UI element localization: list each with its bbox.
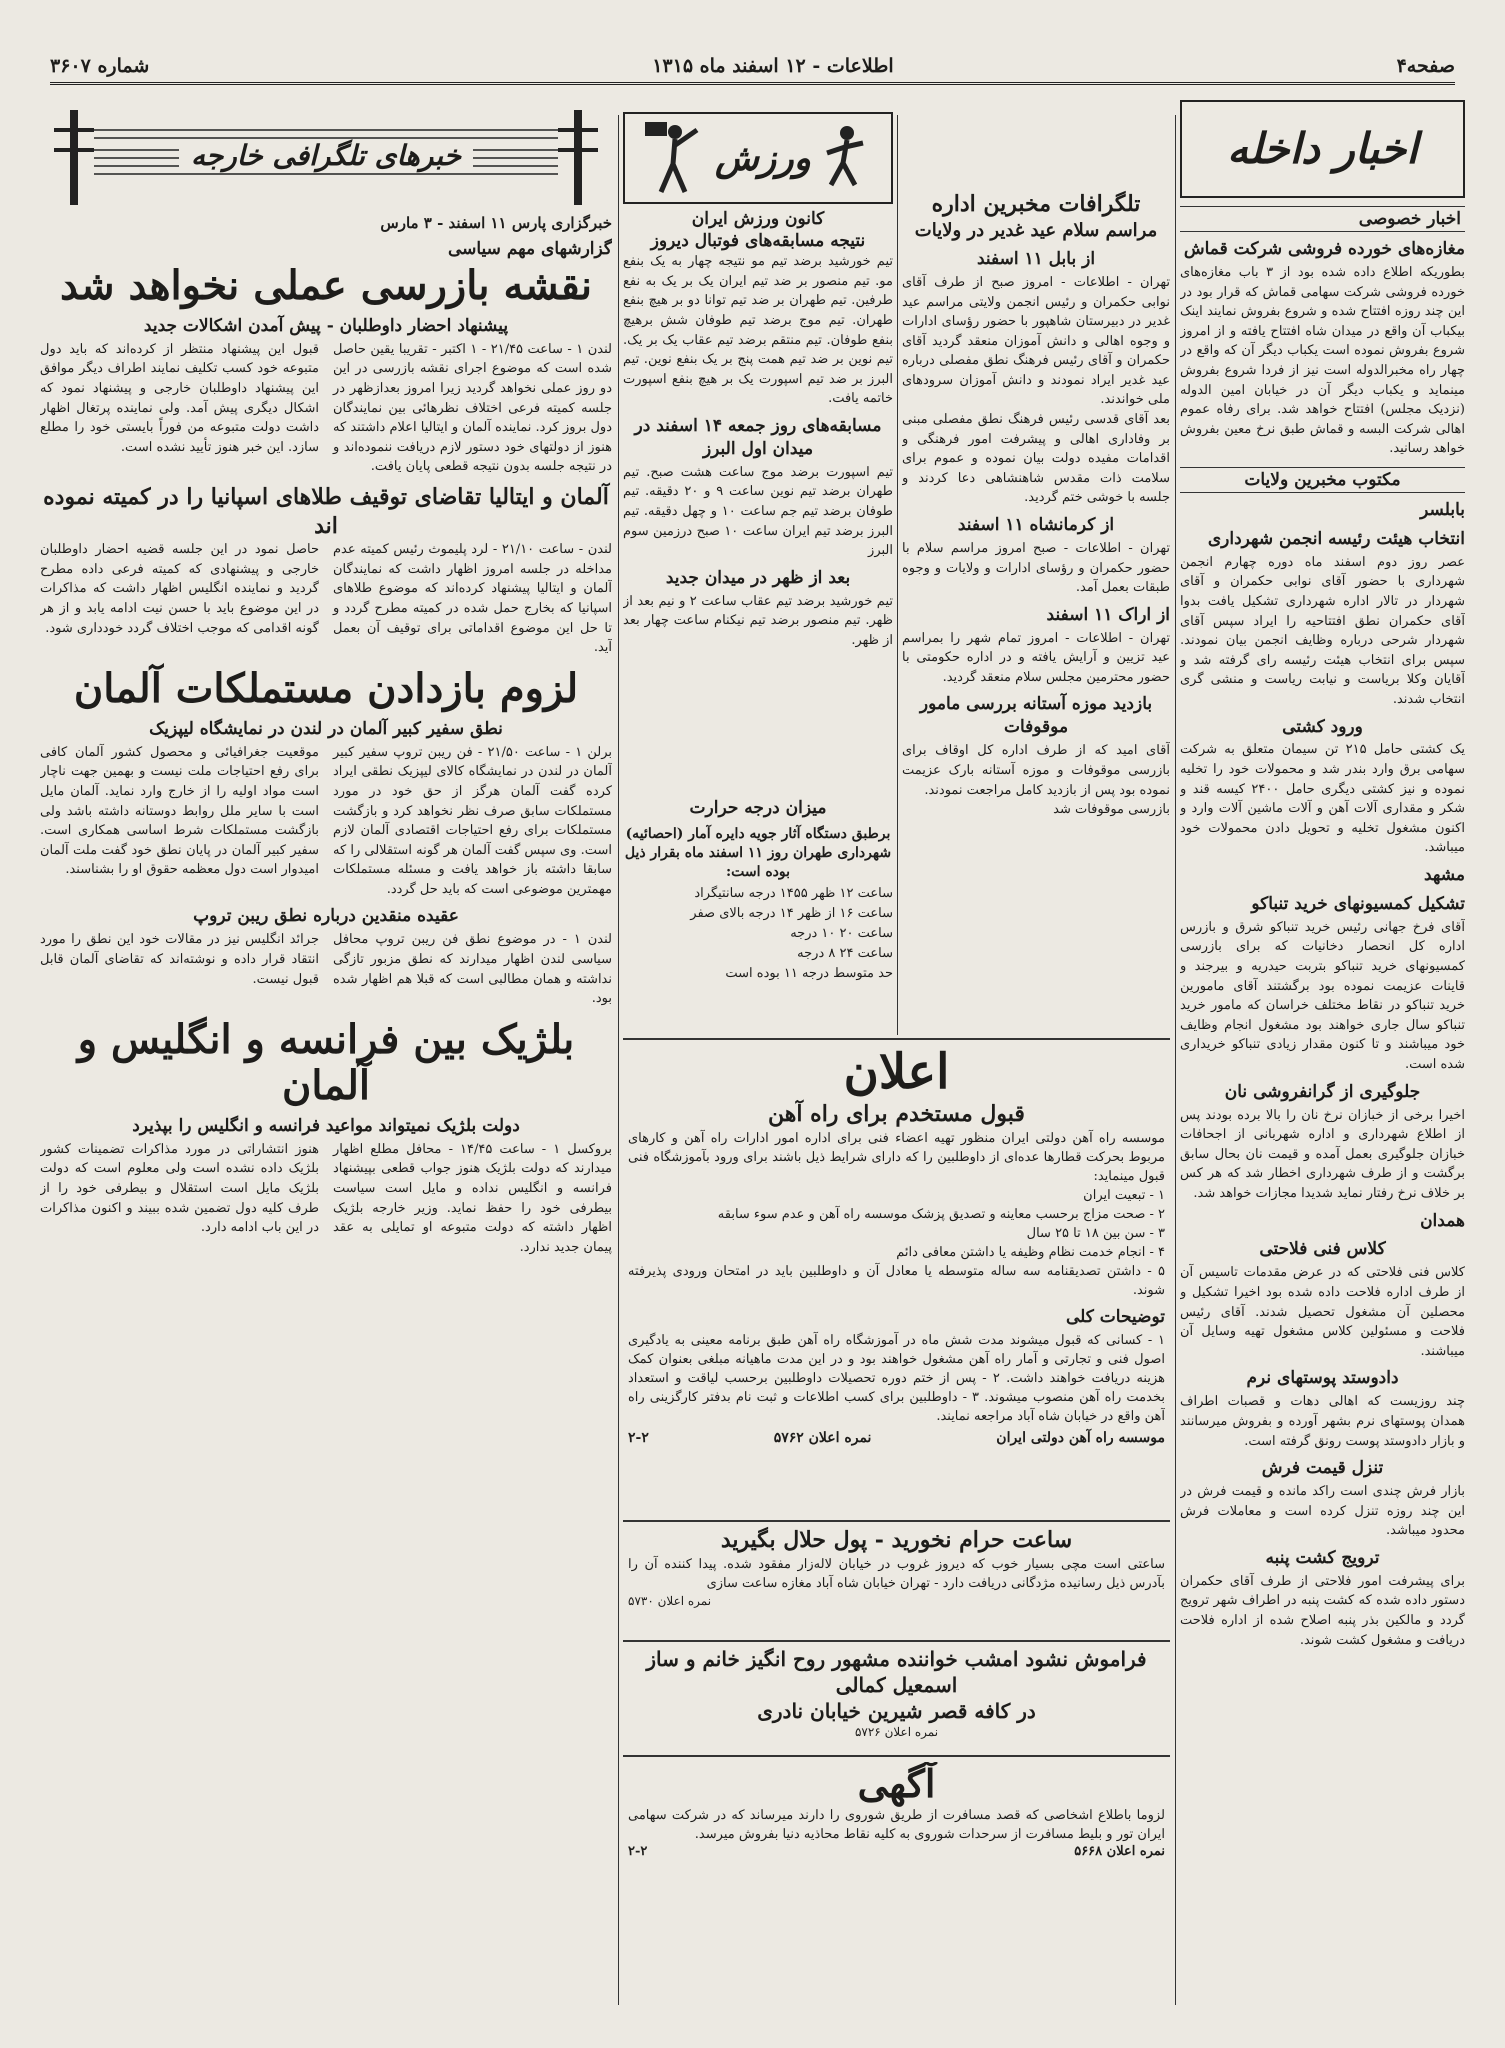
football-player-icon xyxy=(819,123,875,193)
eid-title: مراسم سلام عید غدیر در ولایات xyxy=(914,219,1158,241)
article-column: لندن - ساعت ۲۱/۱۰ - لرد پلیموث رئیس کمیته عدم مداخله در جلسه امروز اظهار داشت که نمایندگان آلمان و ایتالیا پیشنهاد کرده‌اند که موضوع طلاهای اسپانیا که بخارج حمل شده در کمیته مطرح گردد و تا حل این موضوع اقداماتی برای توقیف آن بعمل آید. xyxy=(333,542,612,656)
condition: ۳ - سن بین ۱۸ تا ۲۵ سال xyxy=(1026,1225,1165,1241)
headline-inspection: نقشه بازرسی عملی نخواهد شد xyxy=(60,261,592,309)
cafe-ad-code: نمره اعلان ۵۷۲۶ xyxy=(854,1725,939,1739)
column-rule xyxy=(618,115,619,2005)
cotton-title: ترویج کشت پنبه xyxy=(1265,1547,1380,1568)
section-rule xyxy=(623,1038,1170,1040)
kermanshah-body: تهران - اطلاعات - صبح امروز مراسم سلام با حضور حکمران و رؤسای ادارات و ولایات و وجوه طبقات بعمل آمد. xyxy=(902,540,1170,596)
sports-club: کانون ورزش ایران xyxy=(691,209,825,229)
watch-ad xyxy=(628,1526,1165,1636)
notes-body: ۱ - کسانی که قبول میشوند مدت شش ماه در آموزشگاه راه آهن طبق برنامه معینی به یادگیری اصول فنی و تجارتی و آمار راه آهن مشغول خواهند بود و در این مدت ماهیانه مبلغی بعنوان کمک هزینه دریافت خواهند داشت. ۲ - پس از ختم دوره تحصیلات داوطلبین برحسب لیاقت و استعداد بخدمت راه آهن منصوب میشوند. ۳ - داوطلبین برای کسب اطلاعات و ثبت نام بدفتر کارگزینی راه آهن واقع در خیابان شاه آباد مراجعه نمایند. xyxy=(628,1332,1165,1424)
babolsar-title: انتخاب هیئت رئیسه انجمن شهرداری xyxy=(1207,528,1465,549)
masthead xyxy=(50,50,1455,85)
article-column: جرائد انگلیس نیز در مقالات خود این نطق را مورد انتقاد قرار داده و نوشته‌اند که تقاضای آلمان قابل قبول نیست. xyxy=(40,932,319,987)
watch-ad-title: ساعت حرام نخورید - پول حلال بگیرید xyxy=(720,1527,1073,1553)
shop-body: بطوریکه اطلاع داده شده بود از ۳ باب مغازه‌های خورده فروشی شرکت سهامی قماش که قرار بود در این چند روزه افتتاح شده و شروع بفروش نمایند اینک بیکباب آن واقع در میدان شاه افتتاح یافته و از امروز شروع بفروش نموده است یکباب دیگر آن که واقع در چهار راه مخبرالدوله است نیز از فردا شروع بفروش مینماید و یکباب دیگر آن در خیابان امین الدوله (نزدیک مجلس) افتتاح خواهد شد. برای رفاه عموم اهالی شرکت البسه و قماش طبق نرخ معین بفروش خواهد رسانید. xyxy=(1180,264,1465,457)
railway-ad-code: ۲-۲ xyxy=(628,1429,649,1446)
carpet-body: بازار فرش چندی است راکد مانده و قیمت فرش در این چند روزه تنزل کرده است و معاملات فرش محدود میباشد. xyxy=(1180,1484,1465,1539)
column-rule xyxy=(897,115,898,1035)
telegrams-column xyxy=(902,190,1170,1035)
temperature-row: ساعت ۲۴ ۸ درجه xyxy=(797,945,893,961)
hamadan-label: همدان xyxy=(1420,1210,1465,1231)
railway-ad-number: نمره اعلان ۵۷۶۲ xyxy=(773,1429,872,1446)
shop-title: مغازه‌های خورده فروشی شرکت قماش xyxy=(1183,239,1465,259)
kermanshah-label: از کرمانشاه ۱۱ اسفند xyxy=(957,515,1115,536)
foreign-banner xyxy=(40,100,612,210)
section-rule xyxy=(623,1640,1170,1642)
schedule-title: مسابقه‌های روز جمعه ۱۴ اسفند در میدان اول البرز xyxy=(634,415,882,459)
watch-ad-code: نمره اعلان ۵۷۳۰ xyxy=(628,1593,712,1608)
travel-ad-footer xyxy=(628,1844,1165,1859)
temperature-subtitle: برطبق دستگاه آثار جویه دایره آمار (احصائیه) شهرداری طهران روز ۱۱ اسفند ماه بقرار ذیل بوده است: xyxy=(624,826,892,880)
critics-title: عقیده منقدین درباره نطق ریبن تروپ xyxy=(193,906,459,927)
column-rule xyxy=(1175,115,1176,2005)
travel-ad-code-2: ۲-۲ xyxy=(628,1843,648,1859)
afternoon-title: بعد از ظهر در میدان جدید xyxy=(665,567,851,588)
article-column: حاصل نمود در این جلسه قضیه احضار داوطلبان خارجی و پیشنهادی که کمیته فرعی داده مطرح گردید و نماینده انگلیس اظهار داشت که مذاکرات در این موضوع باید با حسن نیت ادامه یابد و از هر گونه اقدامی که موجب اختلاف گردد خودداری شود. xyxy=(40,542,319,636)
carpet-title: تنزل قیمت فرش xyxy=(1261,1458,1384,1479)
special-label: اخبار خصوصی xyxy=(1180,206,1465,232)
trade-title: دادوستد پوستهای نرم xyxy=(1246,1368,1399,1389)
inspection-article xyxy=(40,340,612,477)
paper-date: اطلاعات - ۱۲ اسفند ماه ۱۳۱۵ xyxy=(652,55,894,77)
schedule-body: تیم اسپورت برضد موج ساعت هشت صبح. تیم طهران برضد تیم نوین ساعت ۹ و ۲۰ دقیقه. تیم طوفان برضد تیم جم ساعت ۱۰ و چهل دقیقه. تیم البرز برضد تیم ایران ساعت ۱۰ صبح درزمین سوم البرز xyxy=(623,464,893,559)
tax-body: آقای امید که از طرف اداره کل اوقاف برای بازرسی موقوفات و موزه آستانه بارک عزیمت نموده بود پس از بازدید کامل مراجعت نمودند. xyxy=(902,743,1170,798)
travel-ad xyxy=(628,1762,1165,1922)
railway-ad-org: موسسه راه آهن دولتی ایران xyxy=(996,1429,1165,1446)
notes-label: توضیحات کلی xyxy=(1065,1306,1165,1327)
article-column: قبول این پیشنهاد منتظر از کرده‌اند که باید دول متبوعه خود کسب تکلیف نمایند اطراف دیگر موافق این پیشنهاد داوطلبان خارجی و پیشنهاد نمود که اشکال دیگری پیش آمد. ولی نماینده پرتغال اظهار داشت دولت متبوعه من فوراً بایستی خود را مطلع سازد. این خبر هنوز تأیید نشده است. xyxy=(40,341,319,455)
trade-body: چند روزیست که اهالی دهات و قصبات اطراف همدان پوستهای نرم بشهر آورده و بفروش میرسانند و بازار دادوستد پوست رونق گرفته است. xyxy=(1180,1394,1465,1449)
critics-article xyxy=(40,930,612,1008)
headline-belgium: بلژیک بین فرانسه و انگلیس و آلمان xyxy=(77,1015,575,1109)
telegrams-title: تلگرافات مخبرین اداره xyxy=(931,191,1141,217)
article-column: لندن ۱ - ساعت ۲۱/۴۵ - ۱ اکتبر - تقریبا یقین حاصل شده است که موضوع اجرای نقشه بازرسی در این دو روز عملی نخواهد گردید زیرا امروز بعدازظهر در جلسه کمیته فرعی اختلاف نظرهائی بین نمایندگان دول بروز کرد. نماینده آلمان و ایتالیا اعلام داشتند که هنوز از دولتهای خود دستور لازم دریافت ننموده‌اند و در نتیجه جلسه بدون نتیجه قطعی پایان یافت. xyxy=(333,341,612,475)
tobacco-title: تشکیل کمسیونهای خرید تنباکو xyxy=(1251,893,1465,914)
headline-colonies: لزوم بازدادن مستملکات آلمان xyxy=(73,664,579,712)
class-title: کلاس فنی فلاحتی xyxy=(1259,1239,1386,1260)
watch-ad-body: ساعتی است مچی بسیار خوب که دیروز غروب در خیابان لاله‌زار مفقود شده. پیدا کننده آن را بآدرس ذیل رسانیده مژدگانی دریافت دارد - تهران خیابان شاه آباد مغازه ساعت سازی xyxy=(628,1556,1165,1591)
cafe-ad-venue: در کافه قصر شیرین خیابان نادری xyxy=(757,1699,1036,1723)
railway-ad-body: موسسه راه آهن دولتی ایران منظور تهیه اعضاء فنی برای اداره امور ادارات راه آهن و کارهای مربوط بحرکت قطارها عده‌ای از داوطلبین را که دارای شرایط ذیل باشند برای ورود بآموزشگاه فنی قبول مینماید: xyxy=(628,1130,1165,1184)
foreign-title: خبرهای تلگرافی خارجه xyxy=(179,139,473,172)
sports-column xyxy=(623,112,893,792)
temperature-row: ساعت ۲۰ ۱۰ درجه xyxy=(790,925,893,941)
sports-title: ورزش xyxy=(714,137,812,179)
results-body: تیم خورشید برضد تیم مو نتیجه چهار به یک بنفع مو. تیم منصور بر ضد تیم ایران یک بر یک به نفع طرفین. تیم طهران بر ضد تیم توانا دو بر هیچ بنفع طهران. تیم موج برضد تیم طوفان شش برهیچ بنفع طوفان. تیم منتقم برضد تیم عقاب یک بر یک. تیم نوین بر ضد تیم همت پنج بر یک بنفع نوین. تیم البرز بر ضد تیم اسپورت یک بر هیچ بنفع اسپورت خاتمه یافت. xyxy=(623,254,893,407)
travel-ad-body: لزوما باطلاع اشخاصی که قصد مسافرت از طریق شوروی را دارند میرساند که در شرکت سهامی ایران تور و بلیط مسافرت از سرحدات شوروی به کلیه نقاط محاذیه دنیا بفروش میرسد. xyxy=(628,1807,1165,1842)
travel-ad-title: آگهی xyxy=(857,1762,936,1806)
condition: ۵ - داشتن تصدیقنامه سه ساله متوسطه یا معادل آن و داوطلبین باید در امتحان ورودی پذیرفته شوند. xyxy=(628,1263,1165,1298)
cafe-ad xyxy=(628,1646,1165,1750)
babol-body: تهران - اطلاعات - امروز صبح از طرف آقای نوابی حکمران و رئیس انجمن ولایتی مراسم عید غدیر در دبیرستان شاهپور با حضور رؤسای ادارات و وجوه اهالی و دانش آموزان منعقد گردید آقای حکمران و آقای رئیس فرهنگ نطق مفصلی درباره عید غدیر ایراد نمودند و دانش آموزان سرودهای ملی خواندند. xyxy=(902,274,1170,408)
provinces-label: مکتوب مخبرین ولایات xyxy=(1180,467,1465,493)
gold-article xyxy=(40,540,612,658)
bakery-body: اخیرا برخی از خبازان نرخ نان را بالا برده بودند پس از اطلاع شهرداری و اداره شهربانی از اجحافات خبازان جلوگیری بعمل آمده و قیمت نان بحال سابق برگشت و از طرف شهرداری اخطار شد که هر کس بر خلاف نرخ رفتار نماید شدیدا مجازات خواهد شد. xyxy=(1180,1107,1465,1201)
signature: بازرسی موقوفات شد xyxy=(1053,802,1170,818)
arak-body: تهران - اطلاعات - امروز تمام شهر را بمراسم عید تزیین و آرایش یافته و در اداره حکومتی با حضور محترمین مجلس سلام منعقد گردید. xyxy=(902,630,1170,685)
babolsar-body: عصر روز دوم اسفند ماه دوره چهارم انجمن شهرداری با حضور آقای نوابی حکمران و آقای شهردار در تالار اداره شهرداری تشکیل یافت بدوا آقای حکمران نطق افتتاحیه را ایراد سپس آقای شهردار شرحی درباره وظایف انجمن بیان نمودند. سپس برای انتخاب هیئت رئیسه رای گرفته شد و آقایان وکلا بریاست و نیابت ریاست و منشی گری انتخاب شدند. xyxy=(1180,554,1465,707)
temperature-box xyxy=(623,797,893,1035)
condition: ۱ - تبعیت ایران xyxy=(1083,1187,1165,1203)
article-column: هنوز انتشاراتی در مورد مذاکرات تضمینات کشور بلژیک داده نشده است ولی معلوم است که دولت بلژیک مایل است استقلال و بیطرفی خود را از طرف کلیه دول تضمین شده ببیند و اکنون مذاکرات در این باب ادامه دارد. xyxy=(40,1141,319,1236)
temperature-header: ساعت ۱۲ ظهر ۱۴۵۵ درجه سانتیگراد xyxy=(694,885,893,901)
tax-title: بازدید موزه آستانه بررسی مامور موقوفات xyxy=(919,694,1153,738)
section-rule xyxy=(623,1520,1170,1522)
article-column: لندن ۱ - در موضوع نطق فن ریبن تروپ محافل سیاسی لندن اظهار میدارند که نطق مزبور تازگی نداشته و همان مطالبی است که قبلا هم اظهار شده بود. xyxy=(333,932,612,1007)
belgium-article xyxy=(40,1140,612,1258)
results-title: نتیجه مسابقه‌های فوتبال دیروز xyxy=(650,231,866,252)
agency-line xyxy=(40,214,612,232)
section-rule xyxy=(623,1755,1170,1757)
class-body: کلاس فنی فلاحتی که در عرض مقدمات تاسیس آن از طرف اداره فلاحت داده شده بود اخیرا تشکیل و محصلین آن مشغول تحصیل شدند. آقای رئیس فلاحت و مسئولین کلاس مشغول تهیه وسایل آن میباشند. xyxy=(1180,1265,1465,1359)
railway-ad-subtitle: قبول مستخدم برای راه آهن xyxy=(768,1101,1025,1128)
condition: ۲ - صحت مزاج برحسب معاینه و تصدیق پزشک موسسه راه آهن و عدم سوء سابقه xyxy=(717,1206,1165,1222)
domestic-column xyxy=(1180,100,1465,2005)
foreign-column xyxy=(40,100,612,2005)
tobacco-body: آقای فرخ جهانی رئیس خرید تنباکو شرق و بازرس اداره کل انحصار دخانیات که برای بازرسی کمسیونهای خرید تنباکو بتربت حیدریه و بیرجند و قاینات عزیمت نموده بود برگشتند آقای مامورین خرید تنباکو در نقاط مختلف خراسان که مامور خرید تنباکو سال جاری خواهند بود مشغول انجام وظایف خود میباشند و تا کنون مقدار زیادی تنباکو خریداری شده است. xyxy=(1180,919,1465,1073)
bakery-title: جلوگیری از گرانفروشی نان xyxy=(1224,1081,1421,1102)
sports-banner xyxy=(623,112,893,204)
travel-ad-code: نمره اعلان ۵۶۶۸ xyxy=(1074,1843,1165,1859)
headline-inspection-sub: پیشنهاد احضار داوطلبان - پیش آمدن اشکالات جدید xyxy=(143,315,509,336)
cotton-body: برای پیشرفت امور فلاحتی از طرف آقای حکمران دستور داده شده که کشت پنبه در اطراف شهر ترویج گردد و مالکین بذر پنبه اصلاح شده از اداره فلاحت دریافت و مشغول کشت شوند. xyxy=(1180,1573,1465,1648)
colonies-article xyxy=(40,743,612,900)
babol-label: از بابل ۱۱ اسفند xyxy=(976,248,1096,269)
condition: ۴ - انجام خدمت نظام وظیفه یا داشتن معافی دائم xyxy=(896,1244,1165,1260)
headline-belgium-sub: دولت بلژیک نمیتواند مواعید فرانسه و انگلیس را بپذیرد xyxy=(132,1115,520,1136)
temperature-footer: حد متوسط درجه ۱۱ بوده است xyxy=(725,965,893,981)
article-column: بروکسل ۱ - ساعت ۱۴/۴۵ - محافل مطلع اظهار میدارند که دولت بلژیک هنوز جواب قطعی بپیشنهاد فرانسه و انگلیس نداده و مایل است سیاست بیطرفی خود را حفظ نماید. وزیر خارجه بلژیک اظهار داشته که دولت متبوعه او تمایلی به عقد پیمان جدید ندارد. xyxy=(333,1141,612,1255)
ship-title: ورود کشتی xyxy=(1282,716,1363,737)
ship-body: یک کشتی حامل ۲۱۵ تن سیمان متعلق به شرکت سهامی برق وارد بندر شد و محمولات خود را تخلیه نموده و نیز کشتی دیگری حامل ۲۴۰۰ کیسه قند و شکر و مقداری آلات آهن و آلات ماشین آلات وارد و اکنون مشغول تخلیه و تحویل دادن محمولات خود میباشد. xyxy=(1180,742,1465,856)
temperature-row: ساعت ۱۶ از ظهر ۱۴ درجه بالای صفر xyxy=(690,905,893,921)
article-column: موقعیت جغرافیائی و محصول کشور آلمان کافی برای رفع احتیاجات ملت نیست و بهمین جهت ناچار است مواد اولیه را از خارج وارد نماید. آلمان مایل است با سایر ملل روابط دوستانه داشته باشد ولی بازگشت مستملکات شرط اساسی همکاری است. سفیر کبیر آلمان در پایان نطق خود گفت ملت آلمان امیدوار است دول معظمه حقوق او را بشناسند. xyxy=(40,744,319,878)
babolsar-label: بابلسر xyxy=(1420,499,1465,520)
railway-ad xyxy=(628,1045,1165,1520)
temperature-table xyxy=(623,884,893,984)
article-column: برلن ۱ - ساعت ۲۱/۵۰ - فن ریبن تروپ سفیر کبیر آلمان در لندن در نمایشگاه کالای لیپزیک نطقی ایراد کرده گفت آلمان هرگز از حق خود در مورد مستملکات سابق صرف نظر نخواهد کرد و بازگشت مستملکات برای رفع احتیاجات اقتصادی آلمان لازم است. وی سپس گفت آلمان هر گونه استقلالی را که سابقا داشته باز خواهد یافت و مسئله مستملکات مهمترین موضوعی است که باید حل گردد. xyxy=(333,744,612,897)
important-label: گزارشهای مهم سیاسی xyxy=(447,239,612,259)
page-number: صفحه۴ xyxy=(1396,55,1455,77)
babol-body-2: بعد آقای قدسی رئیس فرهنگ نطق مفصلی مبنی بر وفاداری اهالی و پیشرفت امور فرهنگی و اقدامات مفیده دولت بیان نموده و عموم برای سلامت ذات مقدس شاهنشاهی دعا کردند و جلسه با خوشی ختم گردید. xyxy=(902,412,1170,506)
arak-label: از اراک ۱۱ اسفند xyxy=(1046,604,1170,625)
agency: خبرگزاری پارس ۱۱ اسفند - ۳ مارس xyxy=(380,214,612,232)
hammer-thrower-icon xyxy=(641,118,707,198)
headline-gold: آلمان و ایتالیا تقاضای توقیف طلاهای اسپانیا را در کمیته نموده اند xyxy=(43,484,609,539)
railway-ad-footer xyxy=(628,1430,1165,1446)
headline-colonies-sub: نطق سفیر کبیر آلمان در لندن در نمایشگاه لیپزیک xyxy=(149,718,503,739)
temperature-title: میزان درجه حرارت xyxy=(689,798,827,818)
railway-ad-title: اعلان xyxy=(843,1045,950,1100)
afternoon-body: تیم خورشید برضد تیم عقاب ساعت ۲ و نیم بعد از ظهر. تیم منصور برضد تیم نیکنام ساعت چهار بعد از ظهر. xyxy=(623,593,893,648)
mashhad-label: مشهد xyxy=(1423,865,1465,885)
cafe-ad-title: فراموش نشود امشب خواننده مشهور روح انگیز خانم و ساز اسمعیل کمالی xyxy=(646,1647,1147,1697)
domestic-banner: اخبار داخله xyxy=(1180,100,1465,198)
issue-number: شماره ۳۶۰۷ xyxy=(50,55,150,77)
